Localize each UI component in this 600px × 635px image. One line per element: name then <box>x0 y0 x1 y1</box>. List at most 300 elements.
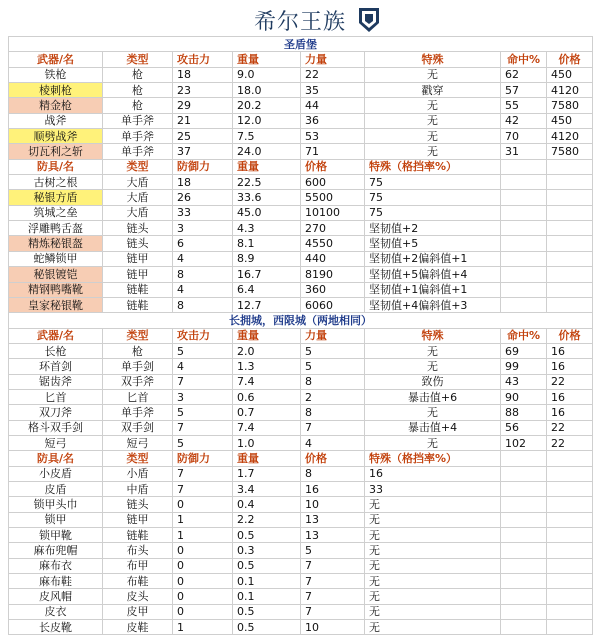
cell <box>501 251 547 266</box>
weapon-row <box>9 98 593 113</box>
column-header: 防具/名 <box>9 159 103 174</box>
cell: 0.5 <box>233 528 301 543</box>
item-name: 短弓 <box>9 435 103 450</box>
cell: 0.5 <box>233 604 301 619</box>
cell: 3 <box>173 389 233 404</box>
cell: 1 <box>173 528 233 543</box>
armor-row <box>9 190 593 205</box>
cell: 双手剑 <box>103 420 173 435</box>
column-header: 类型 <box>103 52 173 67</box>
cell: 75 <box>365 205 501 220</box>
cell: 42 <box>501 113 547 128</box>
cell: 7 <box>301 558 365 573</box>
item-name: 麻布鞋 <box>9 574 103 589</box>
column-header <box>501 451 547 466</box>
cell: 0 <box>173 497 233 512</box>
cell <box>547 512 593 527</box>
cell: 7 <box>173 466 233 481</box>
item-name: 环首剑 <box>9 359 103 374</box>
cell: 无 <box>365 604 501 619</box>
armor-row <box>9 205 593 220</box>
item-name: 筑城之垒 <box>9 205 103 220</box>
cell: 43 <box>501 374 547 389</box>
cell: 0.1 <box>233 589 301 604</box>
cell: 33 <box>173 205 233 220</box>
cell: 1.0 <box>233 435 301 450</box>
cell: 0.5 <box>233 620 301 635</box>
cell: 13 <box>301 512 365 527</box>
cell: 62 <box>501 67 547 82</box>
cell: 链甲 <box>103 512 173 527</box>
cell: 44 <box>301 98 365 113</box>
cell <box>501 190 547 205</box>
cell: 8 <box>301 374 365 389</box>
cell: 无 <box>365 589 501 604</box>
cell: 戳穿 <box>365 83 501 98</box>
column-header: 类型 <box>103 451 173 466</box>
cell: 1 <box>173 620 233 635</box>
cell: 7.5 <box>233 129 301 144</box>
cell: 枪 <box>103 98 173 113</box>
cell <box>501 221 547 236</box>
cell: 布鞋 <box>103 574 173 589</box>
armor-row <box>9 267 593 282</box>
cell: 坚韧值+5 <box>365 236 501 251</box>
cell: 链鞋 <box>103 282 173 297</box>
cell: 0.4 <box>233 497 301 512</box>
cell <box>547 282 593 297</box>
cell: 2.2 <box>233 512 301 527</box>
cell <box>501 267 547 282</box>
cell: 链头 <box>103 221 173 236</box>
cell: 无 <box>365 67 501 82</box>
item-name: 皮风帽 <box>9 589 103 604</box>
weapon-row <box>9 83 593 98</box>
cell: 69 <box>501 343 547 358</box>
cell: 2 <box>301 389 365 404</box>
item-name: 铁枪 <box>9 67 103 82</box>
cell <box>501 574 547 589</box>
cell <box>501 589 547 604</box>
cell: 600 <box>301 175 365 190</box>
item-name: 切瓦利之斩 <box>9 144 103 159</box>
cell: 4 <box>173 282 233 297</box>
cell: 24.0 <box>233 144 301 159</box>
cell: 8190 <box>301 267 365 282</box>
cell: 4 <box>301 435 365 450</box>
column-header: 重量 <box>233 328 301 343</box>
cell: 单手斧 <box>103 144 173 159</box>
cell <box>547 604 593 619</box>
cell: 16 <box>301 481 365 496</box>
cell: 8 <box>173 267 233 282</box>
cell: 无 <box>365 543 501 558</box>
cell: 7.4 <box>233 374 301 389</box>
item-name: 浮雕鸭舌盔 <box>9 221 103 236</box>
column-header: 价格 <box>301 159 365 174</box>
cell: 10 <box>301 497 365 512</box>
cell: 坚韧值+4偏斜值+3 <box>365 297 501 312</box>
cell: 12.0 <box>233 113 301 128</box>
column-header <box>501 159 547 174</box>
cell: 6.4 <box>233 282 301 297</box>
title-bar <box>0 0 600 38</box>
item-name: 皇家秘银靴 <box>9 297 103 312</box>
item-name: 小皮盾 <box>9 466 103 481</box>
cell: 无 <box>365 129 501 144</box>
cell: 0 <box>173 574 233 589</box>
column-header <box>547 159 593 174</box>
cell: 20.2 <box>233 98 301 113</box>
cell: 99 <box>501 359 547 374</box>
cell: 36 <box>301 113 365 128</box>
cell <box>501 620 547 635</box>
cell: 7 <box>301 604 365 619</box>
cell: 8.1 <box>233 236 301 251</box>
item-name: 皮盾 <box>9 481 103 496</box>
item-name: 麻布兜帽 <box>9 543 103 558</box>
section-title: 圣盾堡 <box>9 37 593 52</box>
cell: 链甲 <box>103 251 173 266</box>
cell: 0.3 <box>233 543 301 558</box>
armor-row <box>9 282 593 297</box>
cell: 18 <box>173 67 233 82</box>
cell <box>547 620 593 635</box>
cell <box>547 589 593 604</box>
cell: 短弓 <box>103 435 173 450</box>
cell: 无 <box>365 574 501 589</box>
cell: 7 <box>173 481 233 496</box>
column-header: 价格 <box>547 328 593 343</box>
cell: 单手斧 <box>103 405 173 420</box>
cell: 4.3 <box>233 221 301 236</box>
cell: 暴击值+6 <box>365 389 501 404</box>
cell: 皮头 <box>103 589 173 604</box>
column-header: 攻击力 <box>173 52 233 67</box>
cell: 坚韧值+1偏斜值+1 <box>365 282 501 297</box>
item-name: 精金枪 <box>9 98 103 113</box>
cell <box>501 497 547 512</box>
item-name: 战斧 <box>9 113 103 128</box>
item-name: 古树之根 <box>9 175 103 190</box>
cell <box>547 558 593 573</box>
weapon-row <box>9 405 593 420</box>
cell <box>501 205 547 220</box>
column-header: 价格 <box>547 52 593 67</box>
cell: 8 <box>173 297 233 312</box>
cell: 无 <box>365 528 501 543</box>
column-header: 攻击力 <box>173 328 233 343</box>
cell: 270 <box>301 221 365 236</box>
cell: 无 <box>365 144 501 159</box>
cell: 16 <box>365 466 501 481</box>
column-header: 特殊（格挡率%） <box>365 159 501 174</box>
column-header: 武器/名 <box>9 328 103 343</box>
section-shengdunbao <box>9 37 593 52</box>
item-name: 长枪 <box>9 343 103 358</box>
cell: 7580 <box>547 98 593 113</box>
column-header: 重量 <box>233 52 301 67</box>
cell: 53 <box>301 129 365 144</box>
cell: 5 <box>173 405 233 420</box>
cell: 29 <box>173 98 233 113</box>
cell: 33 <box>365 481 501 496</box>
cell: 12.7 <box>233 297 301 312</box>
cell: 7 <box>173 420 233 435</box>
armor-row <box>9 512 593 527</box>
cell: 75 <box>365 190 501 205</box>
item-name: 锁甲 <box>9 512 103 527</box>
cell: 8 <box>301 466 365 481</box>
cell: 0.1 <box>233 574 301 589</box>
cell: 18 <box>173 175 233 190</box>
cell: 10 <box>301 620 365 635</box>
cell: 1 <box>173 512 233 527</box>
cell: 16 <box>547 405 593 420</box>
item-name: 皮衣 <box>9 604 103 619</box>
cell <box>547 543 593 558</box>
cell: 22.5 <box>233 175 301 190</box>
cell: 2.0 <box>233 343 301 358</box>
cell <box>547 175 593 190</box>
cell: 枪 <box>103 343 173 358</box>
cell: 16 <box>547 359 593 374</box>
cell: 无 <box>365 343 501 358</box>
cell <box>547 574 593 589</box>
cell <box>547 190 593 205</box>
cell <box>501 175 547 190</box>
column-header: 特殊 <box>365 52 501 67</box>
armor-row <box>9 251 593 266</box>
cell: 0.7 <box>233 405 301 420</box>
weapon-header-row <box>9 52 593 67</box>
armor-row <box>9 481 593 496</box>
weapon-row <box>9 144 593 159</box>
item-name: 秘银方盾 <box>9 190 103 205</box>
item-name: 匕首 <box>9 389 103 404</box>
cell: 1.3 <box>233 359 301 374</box>
item-name: 精钢鸭嘴靴 <box>9 282 103 297</box>
column-header: 特殊 <box>365 328 501 343</box>
weapon-row <box>9 435 593 450</box>
item-name: 格斗双手剑 <box>9 420 103 435</box>
item-name: 锁甲靴 <box>9 528 103 543</box>
cell: 25 <box>173 129 233 144</box>
cell: 4 <box>173 251 233 266</box>
column-header: 命中% <box>501 52 547 67</box>
column-header <box>547 451 593 466</box>
armor-row <box>9 574 593 589</box>
page-title: 希尔王族 <box>253 10 346 35</box>
cell <box>501 558 547 573</box>
column-header: 特殊（格挡率%） <box>365 451 501 466</box>
cell <box>547 481 593 496</box>
column-header: 类型 <box>103 159 173 174</box>
cell: 13 <box>301 528 365 543</box>
cell <box>501 481 547 496</box>
cell: 单手斧 <box>103 113 173 128</box>
cell: 70 <box>501 129 547 144</box>
cell: 链甲 <box>103 267 173 282</box>
column-header: 力量 <box>301 52 365 67</box>
weapon-row <box>9 359 593 374</box>
cell: 4 <box>173 359 233 374</box>
item-name: 长皮靴 <box>9 620 103 635</box>
weapon-row <box>9 343 593 358</box>
cell: 小盾 <box>103 466 173 481</box>
cell: 6 <box>173 236 233 251</box>
armor-row <box>9 589 593 604</box>
cell: 16.7 <box>233 267 301 282</box>
cell <box>501 466 547 481</box>
cell: 匕首 <box>103 389 173 404</box>
cell: 5 <box>301 343 365 358</box>
cell: 1.7 <box>233 466 301 481</box>
cell: 10100 <box>301 205 365 220</box>
column-header: 重量 <box>233 451 301 466</box>
cell: 0.6 <box>233 389 301 404</box>
cell: 链头 <box>103 236 173 251</box>
cell <box>547 297 593 312</box>
cell: 大盾 <box>103 190 173 205</box>
cell: 0 <box>173 558 233 573</box>
armor-row <box>9 528 593 543</box>
cell: 360 <box>301 282 365 297</box>
cell: 23 <box>173 83 233 98</box>
cell: 布头 <box>103 543 173 558</box>
cell: 7 <box>173 374 233 389</box>
cell: 0.5 <box>233 558 301 573</box>
weapon-row <box>9 67 593 82</box>
cell: 坚韧值+2偏斜值+1 <box>365 251 501 266</box>
cell: 21 <box>173 113 233 128</box>
cell: 大盾 <box>103 175 173 190</box>
cell: 中盾 <box>103 481 173 496</box>
cell: 无 <box>365 359 501 374</box>
cell: 7580 <box>547 144 593 159</box>
cell: 0 <box>173 543 233 558</box>
armor-row <box>9 175 593 190</box>
cell <box>501 282 547 297</box>
armor-row <box>9 221 593 236</box>
cell: 4120 <box>547 129 593 144</box>
cell: 88 <box>501 405 547 420</box>
armor-header-row <box>9 451 593 466</box>
cell: 无 <box>365 558 501 573</box>
cell: 71 <box>301 144 365 159</box>
item-name: 棱刺枪 <box>9 83 103 98</box>
section-changyongcheng <box>9 313 593 328</box>
cell: 无 <box>365 497 501 512</box>
cell: 暴击值+4 <box>365 420 501 435</box>
cell: 坚韧值+5偏斜值+4 <box>365 267 501 282</box>
cell: 18.0 <box>233 83 301 98</box>
cell: 坚韧值+2 <box>365 221 501 236</box>
cell: 6060 <box>301 297 365 312</box>
cell: 枪 <box>103 83 173 98</box>
cell: 33.6 <box>233 190 301 205</box>
cell: 90 <box>501 389 547 404</box>
cell: 4550 <box>301 236 365 251</box>
column-header: 武器/名 <box>9 52 103 67</box>
cell: 双手斧 <box>103 374 173 389</box>
cell <box>547 528 593 543</box>
armor-row <box>9 620 593 635</box>
item-name: 秘银镀铠 <box>9 267 103 282</box>
column-header: 重量 <box>233 159 301 174</box>
cell: 单手斧 <box>103 129 173 144</box>
cell <box>501 236 547 251</box>
item-name: 双刀斧 <box>9 405 103 420</box>
armor-row <box>9 236 593 251</box>
cell: 0 <box>173 604 233 619</box>
cell: 4120 <box>547 83 593 98</box>
cell: 26 <box>173 190 233 205</box>
cell: 大盾 <box>103 205 173 220</box>
cell: 5 <box>173 435 233 450</box>
cell: 5 <box>301 543 365 558</box>
cell: 16 <box>547 343 593 358</box>
cell: 致伤 <box>365 374 501 389</box>
weapon-row <box>9 113 593 128</box>
cell: 22 <box>547 374 593 389</box>
cell: 45.0 <box>233 205 301 220</box>
cell: 3 <box>173 221 233 236</box>
cell <box>501 604 547 619</box>
item-name: 蛇鳞锁甲 <box>9 251 103 266</box>
cell: 链鞋 <box>103 297 173 312</box>
cell: 7 <box>301 574 365 589</box>
column-header: 价格 <box>301 451 365 466</box>
cell: 35 <box>301 83 365 98</box>
armor-row <box>9 297 593 312</box>
shield-emblem-icon <box>358 7 380 33</box>
item-name: 精炼秘银盔 <box>9 236 103 251</box>
column-header: 防御力 <box>173 159 233 174</box>
armor-row <box>9 466 593 481</box>
weapon-row <box>9 389 593 404</box>
cell: 450 <box>547 67 593 82</box>
cell: 450 <box>547 113 593 128</box>
cell <box>501 543 547 558</box>
cell: 56 <box>501 420 547 435</box>
cell: 75 <box>365 175 501 190</box>
column-header: 命中% <box>501 328 547 343</box>
cell: 0 <box>173 589 233 604</box>
cell <box>501 512 547 527</box>
armor-row <box>9 543 593 558</box>
cell: 5 <box>301 359 365 374</box>
cell: 16 <box>547 389 593 404</box>
cell: 单手剑 <box>103 359 173 374</box>
cell <box>547 497 593 512</box>
cell: 5500 <box>301 190 365 205</box>
cell: 无 <box>365 512 501 527</box>
cell: 枪 <box>103 67 173 82</box>
cell <box>501 297 547 312</box>
cell <box>547 236 593 251</box>
equipment-table <box>8 36 593 635</box>
armor-header-row <box>9 159 593 174</box>
cell: 无 <box>365 405 501 420</box>
cell: 无 <box>365 98 501 113</box>
cell <box>547 205 593 220</box>
weapon-row <box>9 420 593 435</box>
column-header: 防具/名 <box>9 451 103 466</box>
cell: 37 <box>173 144 233 159</box>
cell <box>547 251 593 266</box>
cell: 无 <box>365 435 501 450</box>
